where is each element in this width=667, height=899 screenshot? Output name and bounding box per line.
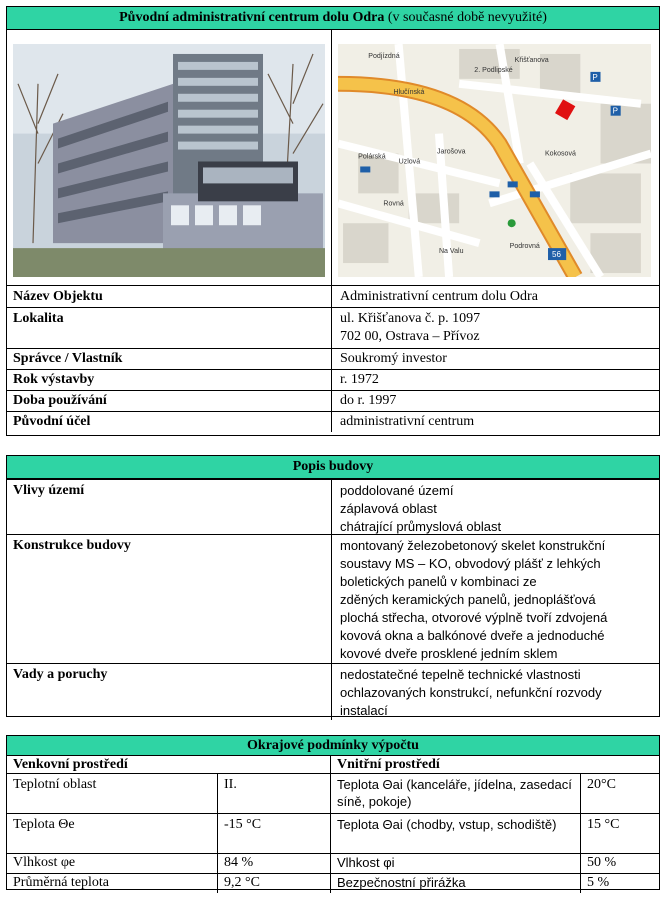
inner-value: 5 % [581, 873, 659, 893]
map-label-podjizdna: Podjízdná [368, 52, 400, 60]
row-label: Vlivy území [7, 480, 332, 534]
road-sign-number: 56 [552, 250, 562, 260]
outer-env-header: Venkovní prostředí [7, 756, 331, 773]
inner-value: 20°C [581, 773, 659, 813]
section-title: Původní administrativní centrum dolu Odra [119, 10, 385, 25]
photo-cell [7, 30, 332, 285]
svg-text:P: P [592, 72, 598, 82]
inner-env-header: Vnitřní prostředí [337, 757, 440, 772]
info-row [7, 286, 659, 307]
row-label: Správce / Vlastník [7, 349, 332, 369]
info-row [7, 348, 659, 369]
conditions-grid [7, 756, 659, 893]
bus-stop-icon [489, 191, 499, 197]
description-row [7, 534, 659, 663]
row-label: Původní účel [7, 412, 332, 432]
map-label-kristanova: Křišťanova [514, 56, 549, 64]
row-label: Název Objektu [7, 286, 332, 307]
bus-stop-icon [530, 191, 540, 197]
inner-label: Teplota Θai (chodby, vstup, schodiště) [331, 813, 581, 853]
map-label-jarosova: Jarošova [436, 148, 466, 156]
map-cell [332, 30, 659, 285]
info-rows [7, 286, 659, 432]
row-label: Konstrukce budovy [7, 535, 332, 663]
image-row [7, 30, 659, 286]
info-row [7, 307, 659, 348]
row-value: nedostatečné tepelně technické vlastnosti ochlazovaných konstrukcí, nefunkční rozvody instalací [340, 667, 602, 718]
map-label-na-valu: Na Valu [438, 248, 464, 256]
building-photo [13, 44, 325, 277]
outer-label: Vlhkost φe [7, 853, 218, 873]
inner-label: Teplota Θai (kanceláře, jídelna, zasedací síně, pokoje) [331, 773, 581, 813]
row-label: Vady a poruchy [7, 664, 332, 720]
row-value: poddolované území záplavová oblast chátrající průmyslová oblast [340, 483, 502, 534]
section-subtitle: (v současné době nevyužité) [387, 10, 547, 25]
row-label: Rok výstavby [7, 370, 332, 390]
outer-value: 84 % [218, 853, 331, 873]
bus-stop-icon [360, 166, 370, 172]
svg-text:P: P [612, 106, 619, 116]
inner-value: 50 % [581, 853, 659, 873]
map-label-podrovna: Podrovná [509, 243, 540, 251]
building-description-table [6, 455, 660, 717]
outer-label: Teplotní oblast [7, 773, 218, 813]
outer-label: Teplota Θe [7, 813, 218, 853]
map-label-rovna: Rovná [383, 200, 404, 208]
map-label-kokosova: Kokosová [544, 150, 576, 158]
row-value: Administrativní centrum dolu Odra [340, 289, 538, 304]
section-header [7, 736, 659, 756]
row-label: Doba používání [7, 391, 332, 411]
info-row [7, 369, 659, 390]
outer-label: Průměrná teplota [7, 873, 218, 893]
bus-stop-icon [508, 181, 518, 187]
outer-value: II. [218, 773, 331, 813]
building-info-table [6, 6, 660, 436]
outer-value: 9,2 °C [218, 873, 331, 893]
map-label-uzlova: Uzlová [398, 158, 421, 166]
info-row [7, 390, 659, 411]
info-row [7, 411, 659, 432]
row-value: Soukromý investor [340, 351, 447, 366]
row-label: Lokalita [7, 308, 332, 348]
inner-label: Vlhkost φi [331, 853, 581, 873]
map-label-polarska: Polárská [358, 153, 386, 161]
inner-label: Bezpečnostní přirážka [331, 873, 581, 893]
section-header [7, 7, 659, 30]
row-value: montovaný železobetonový skelet konstrukční soustavy MS – KO, obvodový plášť z lehkých boletických panelů v kombinaci ze zděných keramických panelů, jednoplášťová plochá střecha, otvorové výplně tvoří zdvojená kovová okna a balkónové dveře a jednoduché kovové dveře prosklené jedním sklem [340, 538, 608, 661]
section-title: Popis budovy [292, 459, 374, 474]
section-title: Okrajové podmínky výpočtu [247, 738, 419, 753]
row-value: do r. 1997 [340, 393, 397, 408]
pharmacy-icon [508, 219, 516, 227]
row-value: r. 1972 [340, 372, 379, 387]
location-map [338, 44, 651, 277]
outer-value: -15 °C [218, 813, 331, 853]
row-value: ul. Křišťanova č. p. 1097 702 00, Ostrava – Přívoz [340, 311, 481, 344]
inner-value: 15 °C [581, 813, 659, 853]
section-header [7, 456, 659, 479]
row-value: administrativní centrum [340, 414, 475, 429]
boundary-conditions-table [6, 735, 660, 890]
map-label-hlucinska: Hlučínská [393, 88, 425, 96]
map-label-2-podlipske: 2. Podlipské [474, 66, 513, 74]
description-row [7, 663, 659, 720]
description-row [7, 479, 659, 534]
